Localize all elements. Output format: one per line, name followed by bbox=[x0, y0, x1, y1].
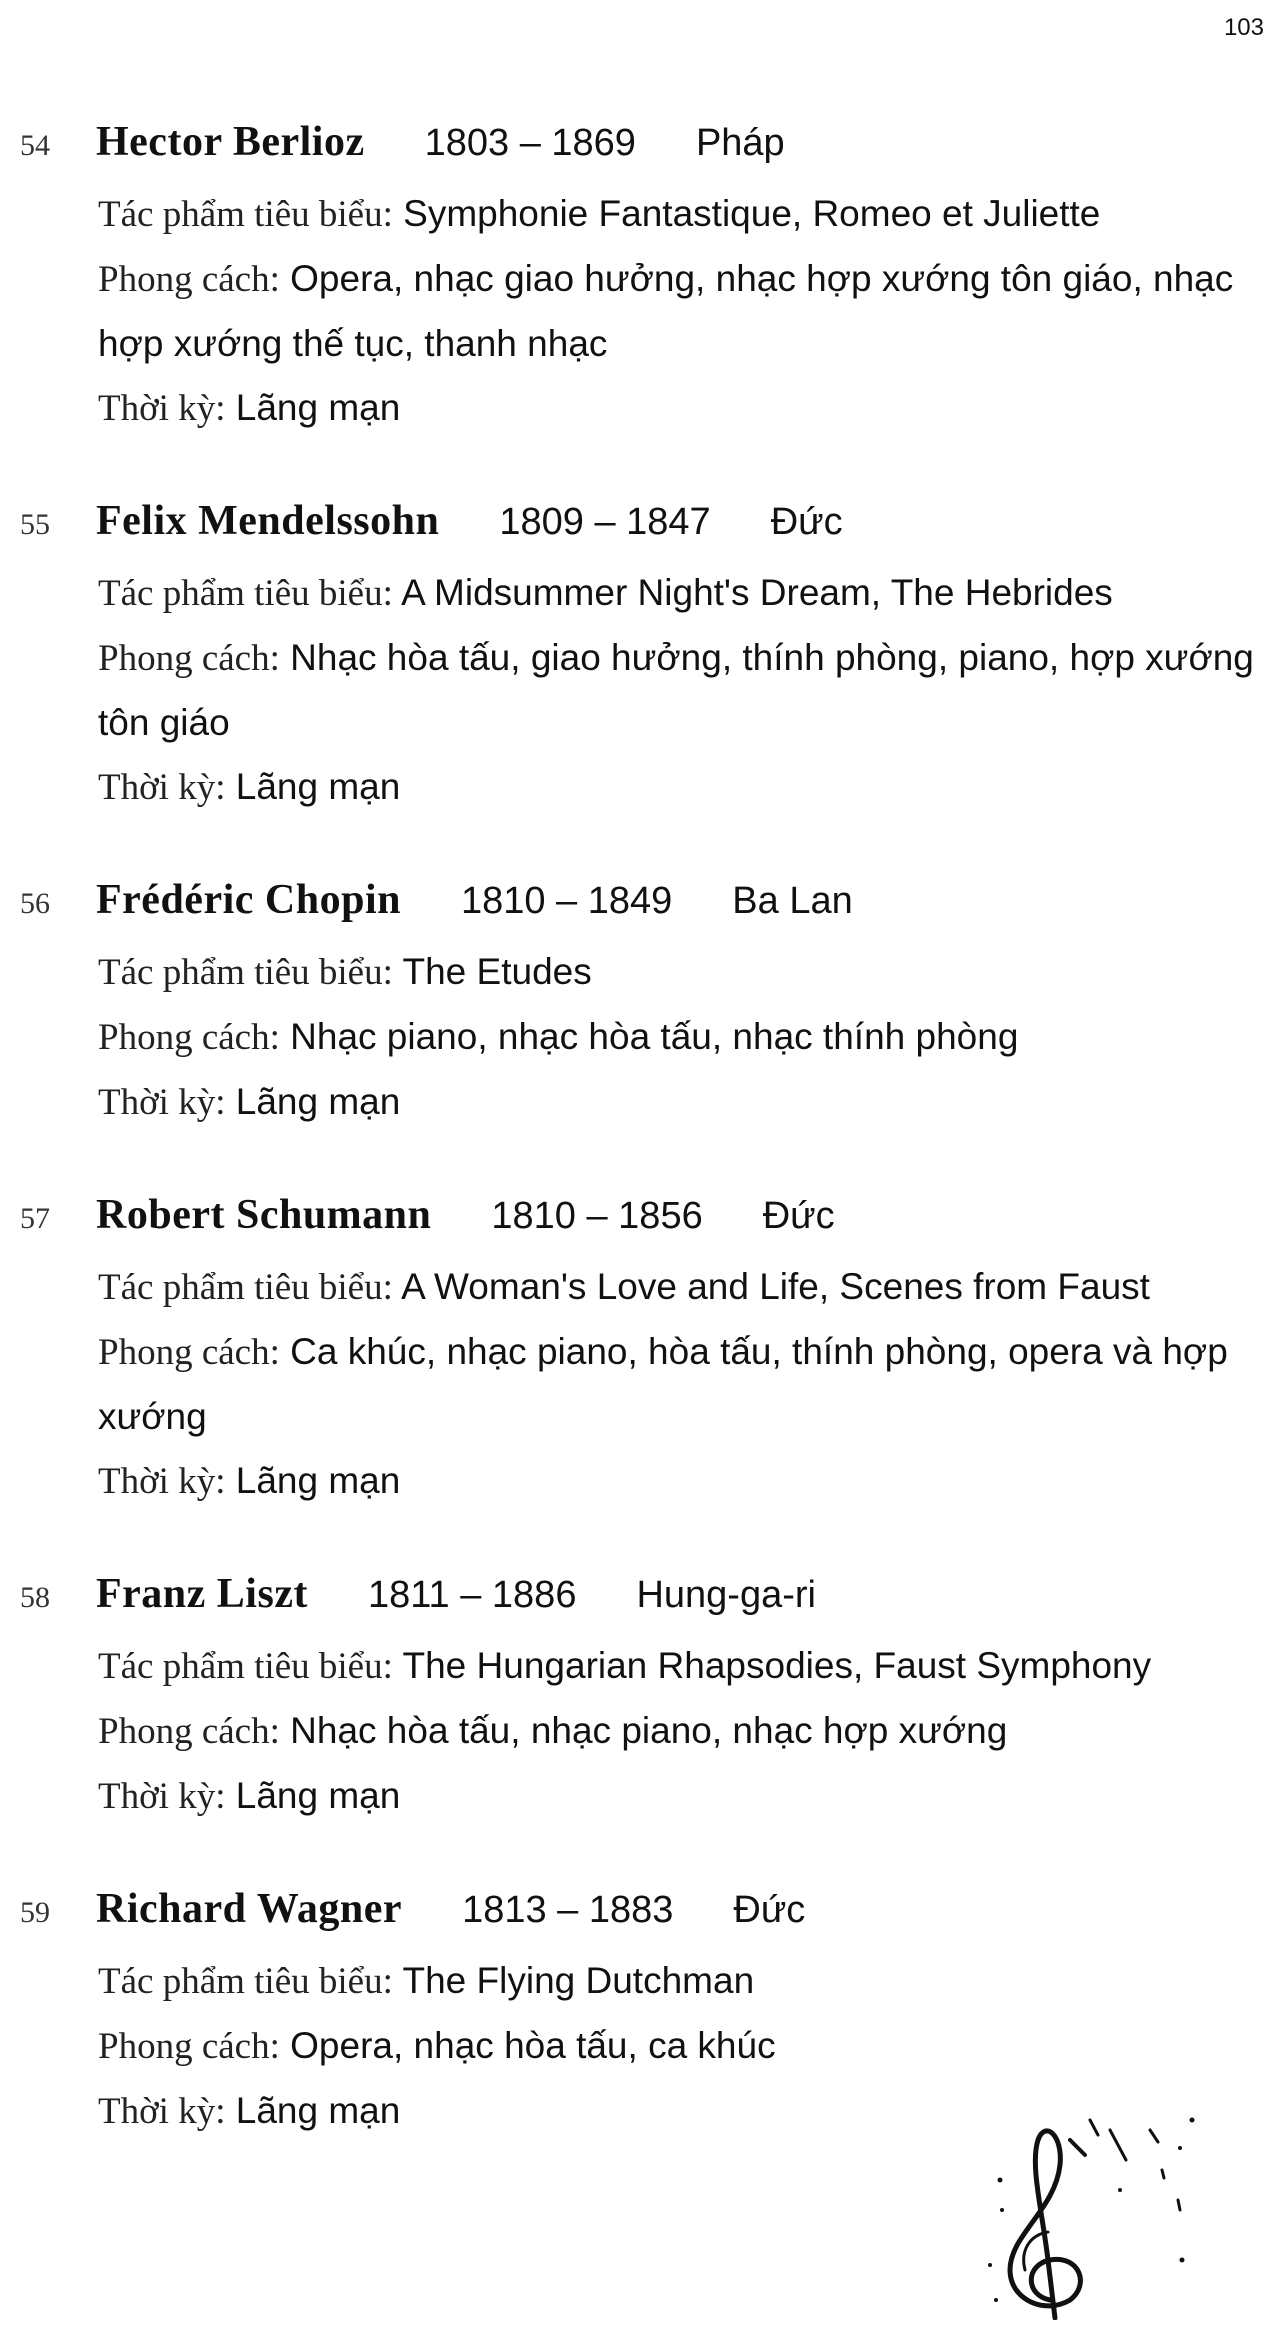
composer-years: 1803 – 1869 bbox=[424, 122, 636, 164]
composer-entry bbox=[20, 876, 1260, 1135]
period-label: Thời kỳ: bbox=[98, 388, 226, 429]
works-text: The Hungarian Rhapsodies, Faust Symphony bbox=[402, 1645, 1152, 1686]
composer-entry bbox=[20, 1570, 1260, 1829]
works-text: A Midsummer Night's Dream, The Hebrides bbox=[401, 572, 1113, 613]
style-line bbox=[98, 247, 1260, 376]
works-text: A Woman's Love and Life, Scenes from Faust bbox=[401, 1266, 1150, 1307]
style-text: Ca khúc, nhạc piano, hòa tấu, thính phòng, opera và hợp xướng bbox=[98, 1331, 1228, 1437]
entry-header bbox=[20, 118, 1260, 182]
style-text: Opera, nhạc giao hưởng, nhạc hợp xướng tôn giáo, nhạc hợp xướng thế tục, thanh nhạc bbox=[98, 258, 1234, 364]
composer-years: 1811 – 1886 bbox=[367, 1574, 577, 1616]
style-text: Nhạc piano, nhạc hòa tấu, nhạc thính phòng bbox=[290, 1016, 1019, 1057]
period-line bbox=[98, 1449, 1260, 1514]
composer-country: Đức bbox=[770, 501, 843, 543]
works-text: Symphonie Fantastique, Romeo et Juliette bbox=[403, 193, 1101, 234]
period-label: Thời kỳ: bbox=[98, 2091, 226, 2132]
period-text: Lãng mạn bbox=[235, 387, 401, 428]
works-label: Tác phẩm tiêu biểu: bbox=[98, 1961, 393, 2002]
period-text: Lãng mạn bbox=[235, 1775, 401, 1816]
entry-number: 57 bbox=[20, 1202, 50, 1235]
period-label: Thời kỳ: bbox=[98, 1776, 226, 1817]
works-text: The Etudes bbox=[402, 951, 592, 992]
period-line bbox=[98, 376, 1260, 441]
entry-header bbox=[20, 1885, 1260, 1949]
entry-header bbox=[20, 876, 1260, 940]
style-label: Phong cách: bbox=[98, 259, 280, 300]
composer-years: 1810 – 1849 bbox=[460, 880, 673, 922]
composer-years: 1810 – 1856 bbox=[491, 1195, 703, 1237]
composer-country: Pháp bbox=[695, 122, 785, 164]
period-text: Lãng mạn bbox=[235, 1460, 401, 1501]
style-label: Phong cách: bbox=[98, 1711, 280, 1752]
works-line bbox=[98, 940, 1260, 1005]
works-line bbox=[98, 561, 1260, 626]
works-label: Tác phẩm tiêu biểu: bbox=[98, 194, 393, 235]
composer-name: Franz Liszt bbox=[96, 1571, 308, 1617]
composer-entry bbox=[20, 1191, 1260, 1514]
entry-number: 58 bbox=[20, 1581, 50, 1614]
style-text: Nhạc hòa tấu, giao hưởng, thính phòng, piano, hợp xướng tôn giáo bbox=[98, 637, 1254, 743]
style-line bbox=[98, 1320, 1260, 1449]
period-text: Lãng mạn bbox=[235, 1081, 401, 1122]
composer-country: Hung-ga-ri bbox=[636, 1574, 816, 1616]
composer-country: Đức bbox=[762, 1195, 835, 1237]
style-label: Phong cách: bbox=[98, 1017, 280, 1058]
composer-years: 1813 – 1883 bbox=[462, 1889, 674, 1931]
period-line bbox=[98, 755, 1260, 820]
style-text: Nhạc hòa tấu, nhạc piano, nhạc hợp xướng bbox=[290, 1710, 1008, 1751]
entry-header bbox=[20, 497, 1260, 561]
composer-name: Richard Wagner bbox=[96, 1886, 403, 1932]
page-number: 103 bbox=[1223, 14, 1264, 41]
style-text: Opera, nhạc hòa tấu, ca khúc bbox=[290, 2025, 776, 2066]
entry-number: 56 bbox=[20, 887, 50, 920]
composer-name: Frédéric Chopin bbox=[96, 877, 401, 923]
works-line bbox=[98, 1949, 1260, 2014]
period-line bbox=[98, 1070, 1260, 1135]
works-text: The Flying Dutchman bbox=[402, 1960, 755, 2001]
period-line bbox=[98, 1764, 1260, 1829]
works-line bbox=[98, 1634, 1260, 1699]
works-line bbox=[98, 1255, 1260, 1320]
composer-country: Đức bbox=[733, 1889, 806, 1931]
composer-entry bbox=[20, 118, 1260, 441]
period-label: Thời kỳ: bbox=[98, 767, 226, 808]
treble-clef-icon bbox=[930, 2060, 1230, 2320]
works-label: Tác phẩm tiêu biểu: bbox=[98, 1267, 393, 1308]
works-label: Tác phẩm tiêu biểu: bbox=[98, 573, 393, 614]
works-line bbox=[98, 182, 1260, 247]
composer-name: Hector Berlioz bbox=[96, 119, 365, 165]
works-label: Tác phẩm tiêu biểu: bbox=[98, 1646, 393, 1687]
entry-header bbox=[20, 1191, 1260, 1255]
style-line bbox=[98, 1699, 1260, 1764]
composer-country: Ba Lan bbox=[732, 880, 853, 922]
period-label: Thời kỳ: bbox=[98, 1461, 226, 1502]
composer-years: 1809 – 1847 bbox=[499, 501, 711, 543]
style-label: Phong cách: bbox=[98, 2026, 280, 2067]
style-line bbox=[98, 626, 1260, 755]
period-label: Thời kỳ: bbox=[98, 1082, 226, 1123]
works-label: Tác phẩm tiêu biểu: bbox=[98, 952, 393, 993]
composer-entry bbox=[20, 497, 1260, 820]
period-text: Lãng mạn bbox=[235, 2090, 401, 2131]
composer-list bbox=[20, 118, 1260, 2200]
style-label: Phong cách: bbox=[98, 1332, 280, 1373]
composer-name: Felix Mendelssohn bbox=[96, 498, 440, 544]
style-label: Phong cách: bbox=[98, 638, 280, 679]
entry-number: 54 bbox=[20, 129, 50, 162]
entry-number: 55 bbox=[20, 508, 50, 541]
period-text: Lãng mạn bbox=[235, 766, 401, 807]
entry-header bbox=[20, 1570, 1260, 1634]
entry-number: 59 bbox=[20, 1896, 50, 1929]
composer-name: Robert Schumann bbox=[96, 1192, 432, 1238]
style-line bbox=[98, 1005, 1260, 1070]
